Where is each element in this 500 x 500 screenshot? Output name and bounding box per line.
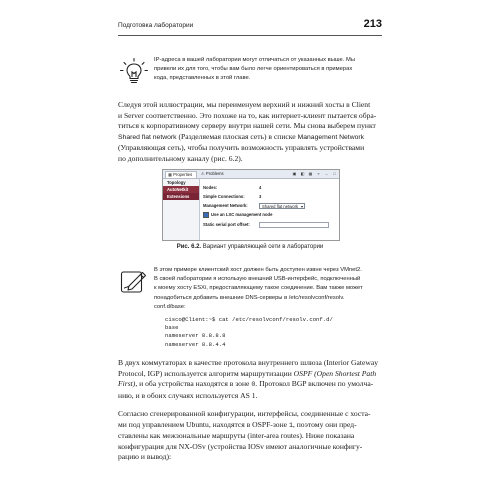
note-line: В этом примере клиентский хост должен быть доступен извне через VMnet2. [154, 267, 362, 273]
management-network-label: Management Network: [203, 203, 248, 208]
code-line: nameserver 8.8.8.8 [165, 332, 226, 340]
properties-sidebar [163, 179, 200, 240]
page-header [118, 18, 382, 38]
note-line: к моему хосту ESXi, предоставляющему такое соединение. Вам также может [154, 285, 363, 292]
italic-term: OSPF (Open Shortest Path [293, 368, 377, 378]
text-run: ми под управлением Ubuntu, находятся в OSPF-зоне [118, 419, 289, 429]
inline-code: 0 [251, 381, 256, 388]
sidebar-item-topology[interactable]: Topology [167, 180, 186, 185]
tab-label: Problems [205, 171, 224, 176]
paragraph-line [118, 379, 382, 391]
chapter-title: Подготовка лаборатории [118, 22, 194, 29]
lightbulb-icon [118, 56, 150, 88]
note-line: conf.d/base: [154, 303, 186, 310]
chevron-down-icon: ▾ [300, 204, 303, 209]
text-run: , поэтому они пред- [292, 419, 357, 429]
italic-term: First) [118, 379, 136, 388]
paragraph-line: рацию и вывод): [118, 452, 172, 461]
paragraph-line: по дополнительному каналу (рис. 6.2). [118, 153, 243, 163]
paragraph-line: Следуя этой иллюстрации, мы переименуем верхний и нижний хосты в Client [118, 100, 371, 109]
paragraph-line [118, 420, 382, 432]
minimize-icon[interactable]: – [325, 171, 328, 176]
paragraph-line: (Управляющая сеть), чтобы получить возможность управлять устройствами [118, 143, 365, 152]
paragraph-line: и Server соответственно. Это похоже на то, как интернет-клиент пытается обра- [118, 110, 377, 120]
nodes-value: 4 [259, 185, 262, 190]
inline-code: 1 [288, 421, 293, 429]
tip-note [118, 56, 382, 88]
figure-screenshot [162, 169, 340, 241]
tab-problems[interactable]: ⚠ Problems [201, 171, 224, 176]
paragraph-line: нию, и в обоих случаях используется AS 1. [118, 390, 258, 400]
menu-icon[interactable]: ▿ [317, 171, 320, 176]
figure-caption [118, 244, 382, 250]
view-toolbar [292, 171, 337, 177]
text-run: Protocol, IGP) используется алгоритм маршрутизации [118, 368, 294, 378]
topology-properties-panel [203, 180, 335, 238]
code-block [165, 316, 365, 349]
info-note-text [154, 266, 382, 312]
properties-tab-bar [163, 170, 339, 179]
note-line: привели их для того, чтобы вам было легче ориентироваться в примерах [154, 66, 353, 73]
checkbox-checked[interactable] [203, 212, 209, 218]
text-run: (Разделяемая плоская сеть) в списке [176, 131, 298, 141]
code-line: cisco@Client:~$ cat /etc/resolvconf/resolv.conf.d/ [165, 316, 333, 323]
ui-term-shared-flat-network: Shared flat network [118, 133, 177, 141]
paragraph-line: В двух коммутаторах в качестве протокола внутреннего шлюза (Interior Gateway [118, 358, 379, 367]
paragraph-2 [118, 358, 382, 401]
checkbox-label: Use an LXC management node [211, 212, 273, 217]
simple-connections-value: 3 [259, 194, 262, 199]
code-line: nameserver 8.8.4.4 [165, 340, 226, 348]
serial-offset-input[interactable] [259, 222, 329, 228]
selected-value: Shared flat network [262, 204, 299, 209]
sidebar-item-extensions[interactable]: Extensions [163, 193, 199, 200]
note-line: В своей лаборатории я использую внешний USB-интерфейс, подключенный [154, 276, 361, 283]
note-line: кода, представленных в этой главе. [154, 75, 251, 82]
pin-icon[interactable]: ◧ [300, 171, 305, 176]
header-rule [118, 35, 382, 36]
paragraph-line: конфигурация для NX-OSv (устройства IOSv имеют аналогичные конфигу- [118, 441, 363, 451]
sidebar-item-autonetkit[interactable]: AutoNetkit [163, 186, 199, 193]
paragraph-line [118, 132, 382, 144]
pen-icon [118, 266, 150, 298]
serial-offset-label: Static serial port offset: [203, 222, 250, 227]
nodes-label: Nodes: [203, 185, 218, 190]
text-run: , и оба устройства находятся в зоне [135, 379, 252, 388]
ui-term-management-network: Management Network [297, 133, 365, 141]
tip-note-text [154, 56, 382, 84]
paragraph-1 [118, 100, 382, 164]
info-note [118, 266, 382, 316]
tab-label: Properties [173, 172, 193, 177]
paragraph-3 [118, 409, 382, 463]
tab-properties[interactable]: ▦ Properties [165, 171, 197, 178]
note-line: понадобиться добавить внешние DNS-серверы в /etc/resolvconf/resolv. [154, 294, 345, 301]
caption-text: Вариант управляющей сети в лаборатории [201, 244, 324, 250]
text-run: . Протокол BGP включен по умолча- [255, 379, 374, 388]
maximize-icon[interactable]: □ [333, 171, 336, 176]
grid-icon[interactable]: ▦ [308, 171, 313, 176]
management-network-select[interactable] [259, 203, 305, 209]
simple-connections-label: Simple Connections: [203, 194, 245, 199]
page-number: 213 [363, 18, 382, 30]
paragraph-line [118, 369, 382, 380]
caption-label: Рис. 6.2. [176, 244, 202, 250]
lxc-checkbox-row[interactable] [203, 211, 272, 219]
note-line: IP-адреса в вашей лаборатории могут отличаться от указанных выше. Мы [154, 57, 355, 63]
code-line: base [165, 324, 179, 332]
paragraph-line: титься к корпоративному серверу внутри нашей сети. Мы снова выберем пункт [118, 121, 376, 130]
paragraph-line: Согласно сгенерированной конфигурации, интерфейсы, соединенные с хоста- [118, 409, 371, 418]
new-view-icon[interactable]: ▣ [292, 171, 297, 176]
paragraph-line: ставлены как межзональные маршруты (inter-area routes). Ниже показана [118, 431, 355, 440]
